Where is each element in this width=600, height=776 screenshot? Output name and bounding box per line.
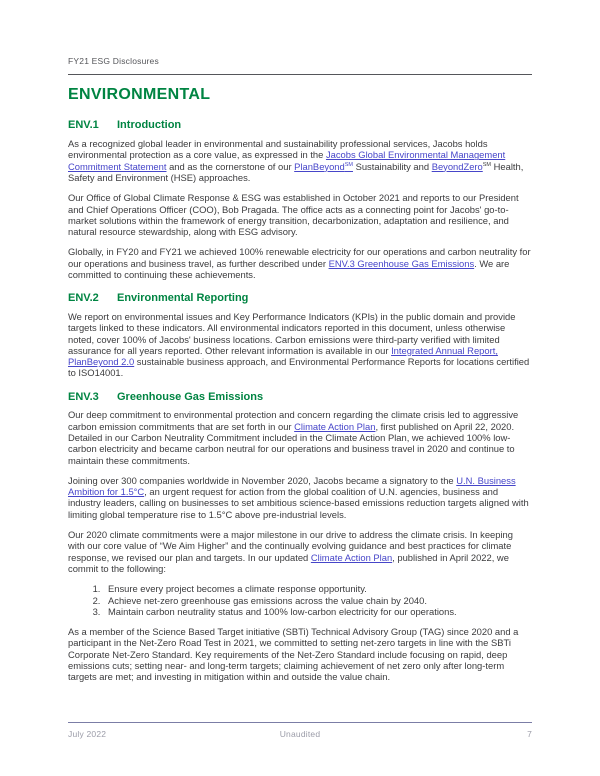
paragraph	[68, 138, 532, 183]
section-title: Introduction	[117, 119, 182, 132]
paragraph	[68, 475, 532, 520]
document-sections	[68, 119, 532, 682]
text-segment: Health, Safety and Environment (HSE) approaches.	[68, 160, 524, 183]
text-segment: Sustainability and	[352, 160, 432, 172]
text-segment: Globally, in FY20 and FY21 we achieved 100% renewable electricity for our operations and carbon neutrality for our operations and business travel, as further described under	[68, 246, 531, 269]
paragraph	[68, 409, 532, 465]
paragraph	[68, 311, 532, 379]
text-segment: sustainable business approach, and Environmental Performance Reports for locations certified to ISO14001.	[68, 356, 530, 379]
text-segment: As a member of the Science Based Target initiative (SBTi) Technical Advisory Group (TAG) since 2020 and a participant in the Net-Zero Road Test in 2021, we committed to setting net-zero targets in line with the SBTi Corporate Net-Zero Standard. Key requirements of the Net-Zero Standard include focusing on rapid, deep emissions cuts; setting near- and long-term targets; claiming achievement of net zero only after long-term targets are met; and investing in mitigation within and outside the value chain.	[68, 626, 519, 683]
text-segment: and as the cornerstone of our	[166, 160, 295, 172]
inline-link[interactable]: PlanBeyond	[294, 160, 345, 172]
inline-link[interactable]: Jacobs Global Environmental Management Commitment Statement	[68, 149, 506, 172]
text-segment: . We are committed to continuing these achievements.	[68, 257, 510, 280]
inline-link[interactable]: Integrated Annual Report,	[391, 344, 498, 356]
inline-link[interactable]: Climate Action Plan	[294, 420, 376, 432]
document-content	[68, 86, 532, 692]
paragraph	[68, 246, 532, 280]
inline-link[interactable]: PlanBeyond 2.0	[68, 356, 135, 368]
section-heading	[68, 292, 532, 305]
text-segment: Our Office of Global Climate Response & ESG was established in October 2021 and reports to our President and Chief Operations Officer (COO), Bob Pragada. The office acts as a connecting point for Jacobs' go-to-market solutions within the framework of energy transition, decarbonization, adaptation and resilience, and natural resource stewardship, along with ESG advisory.	[68, 192, 519, 238]
section-number: ENV.2	[68, 292, 99, 305]
text-segment: Joining over 300 companies worldwide in November 2020, Jacobs became a signatory to the	[68, 474, 457, 486]
footer-center-label: Unaudited	[279, 729, 321, 739]
text-segment: , an urgent request for action from the global coalition of U.N. agencies, business and industry leaders, calling on businesses to set ambitious science-based emissions reduction targets aligned with limiting global temperature rise to 1.5°C above pre-industrial levels.	[68, 486, 529, 520]
text-segment	[483, 161, 491, 172]
inline-link[interactable]: ENV.3 Greenhouse Gas Emissions	[328, 257, 475, 269]
section-number: ENV.1	[68, 119, 99, 132]
text-segment: , published in April 2022, we commit to the following:	[68, 551, 509, 574]
inline-link[interactable]	[345, 161, 353, 172]
inline-link[interactable]: Climate Action Plan	[310, 551, 393, 563]
section-heading	[68, 119, 532, 132]
trademark-superscript: SM	[344, 161, 353, 168]
paragraph	[68, 626, 532, 682]
list-item: 1. Ensure every project becomes a climate response opportunity.	[103, 583, 532, 594]
inline-link[interactable]: BeyondZero	[431, 160, 483, 172]
paragraph	[68, 529, 532, 574]
header-title: FY21 ESG Disclosures	[68, 56, 159, 66]
page-footer	[68, 722, 532, 739]
footer-page-number: 7	[527, 729, 532, 739]
trademark-superscript: SM	[482, 161, 492, 168]
text-segment: Our 2020 climate commitments were a major milestone in our drive to address the climate crisis. In keeping with our core value of “We Aim Higher” and the continually evolving guidance and best practices for climate response, we revised our plan and targets. In our updated	[68, 529, 513, 563]
text-segment: Our deep commitment to environmental protection and concern regarding the climate crisis led to aggressive carbon emission commitments that are set forth in our	[68, 409, 519, 432]
text-segment: , first published on April 22, 2020. Detailed in our Carbon Neutrality Commitment included in the Climate Action Plan, we achieved 100% low-carbon electricity and became carbon neutral for our operations and business travel in 2020 and continue to maintain these commitments.	[68, 420, 515, 466]
section-title: Environmental Reporting	[117, 292, 249, 305]
section-heading	[68, 391, 532, 404]
list-item: 2. Achieve net-zero greenhouse gas emissions across the value chain by 2040.	[103, 595, 532, 606]
inline-link[interactable]: U.N. Business Ambition for 1.5°C	[68, 474, 516, 498]
section-number: ENV.3	[68, 390, 99, 403]
list-item: 3. Maintain carbon neutrality status and 100% low-carbon electricity for our operations.	[103, 606, 532, 617]
page-title: ENVIRONMENTAL	[68, 86, 211, 103]
footer-date: July 2022	[68, 729, 107, 739]
text-segment: We report on environmental issues and Key Performance Indicators (KPIs) in the public domain and provide targets linked to these indicators. All environmental indicators reported in this document, unless otherwise noted, cover 100% of Jacobs' business locations. Carbon emissions were third-party verified with limited assurance for all years reported. Other relevant information is available in our	[68, 310, 516, 356]
paragraph	[68, 192, 532, 237]
section-title: Greenhouse Gas Emissions	[117, 390, 264, 403]
text-segment: As a recognized global leader in environmental and sustainability professional services, Jacobs holds environmental protection as a core value, as expressed in the	[68, 138, 488, 161]
commitments-list	[68, 583, 532, 617]
page-header	[68, 56, 532, 75]
